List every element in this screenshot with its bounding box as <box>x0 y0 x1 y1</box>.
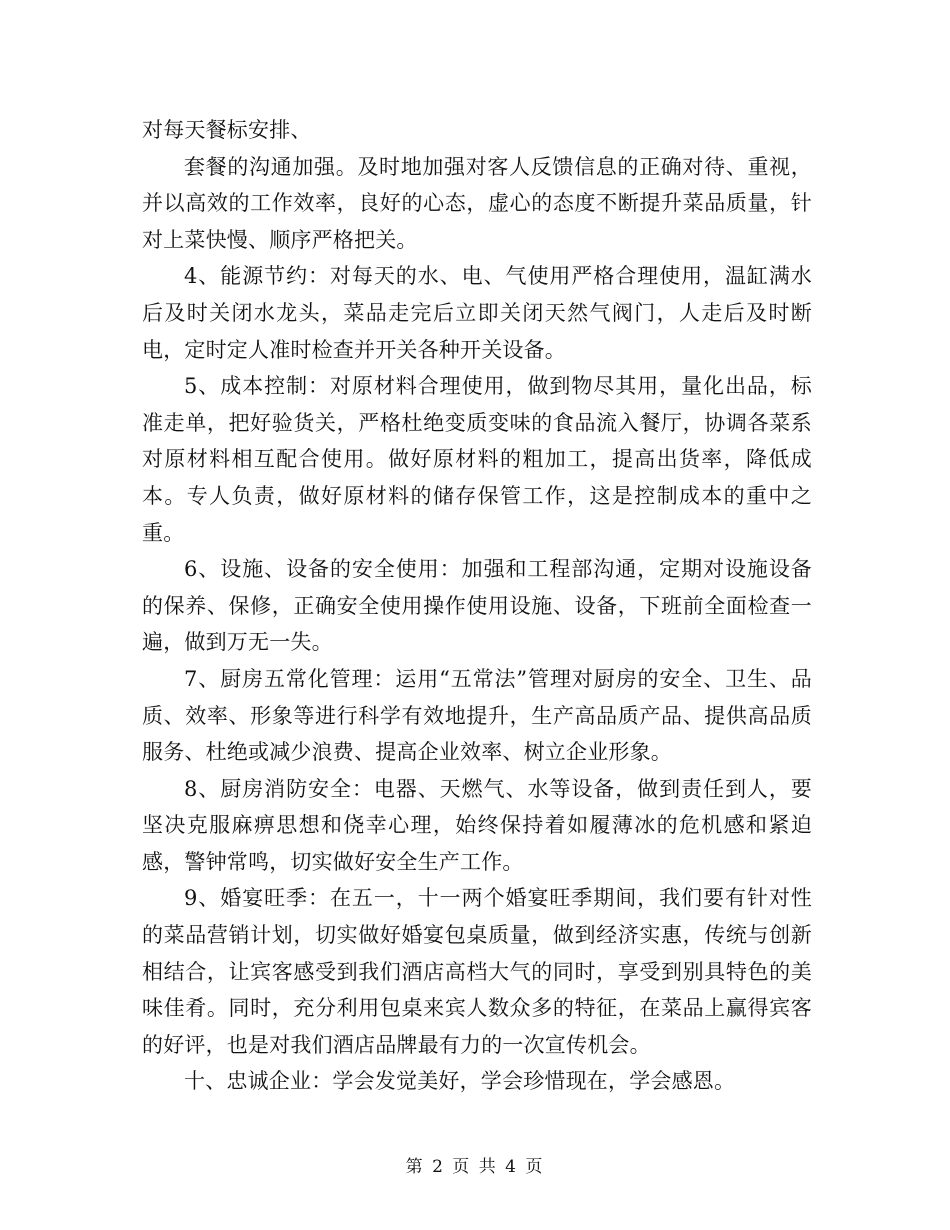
paragraph-4: 5、成本控制：对原材料合理使用，做到物尽其用，量化出品，标准走单，把好验货关，严格杜绝变质变味的食品流入餐厅，协调各菜系对原材料相互配合使用。做好原材料的粗加工，提高出货率，降低成本。专人负责，做好原材料的储存保管工作，这是控制成本的重中之重。 <box>142 374 812 545</box>
document-body <box>142 112 812 1100</box>
paragraph-3: 4、能源节约：对每天的水、电、气使用严格合理使用，温缸满水后及时关闭水龙头，菜品走完后立即关闭天然气阀门，人走后及时断电，定时定人准时检查并开关各种开关设备。 <box>142 264 812 362</box>
paragraph-1: 对每天餐标安排、 <box>142 118 312 142</box>
paragraph-8: 9、婚宴旺季：在五一，十一两个婚宴旺季期间，我们要有针对性的菜品营销计划，切实做好婚宴包桌质量，做到经济实惠，传统与创新相结合，让宾客感受到我们酒店高档大气的同时，享受到别具特色的美味佳肴。同时，充分利用包桌来宾人数众多的特征，在菜品上赢得宾客的好评，也是对我们酒店品牌最有力的一次宣传机会。 <box>142 886 812 1057</box>
page-number-footer: 第 2 页 共 4 页 <box>405 1157 545 1177</box>
paragraph-2: 套餐的沟通加强。及时地加强对客人反馈信息的正确对待、重视，并以高效的工作效率，良好的心态，虚心的态度不断提升菜品质量，针对上菜快慢、顺序严格把关。 <box>142 154 812 252</box>
paragraph-7: 8、厨房消防安全：电器、天燃气、水等设备，做到责任到人，要坚决克服麻痹思想和侥幸心理，始终保持着如履薄冰的危机感和紧迫感，警钟常鸣，切实做好安全生产工作。 <box>142 776 812 874</box>
paragraph-9: 十、忠诚企业：学会发觉美好，学会珍惜现在，学会感恩。 <box>184 1069 736 1094</box>
paragraph-5: 6、设施、设备的安全使用：加强和工程部沟通，定期对设施设备的保养、保修，正确安全使用操作使用设施、设备，下班前全面检查一遍，做到万无一失。 <box>142 557 812 655</box>
paragraph-6: 7、厨房五常化管理：运用“五常法”管理对厨房的安全、卫生、品质、效率、形象等进行科学有效地提升，生产高品质产品、提供高品质服务、杜绝或减少浪费、提高企业效率、树立企业形象。 <box>142 666 812 765</box>
